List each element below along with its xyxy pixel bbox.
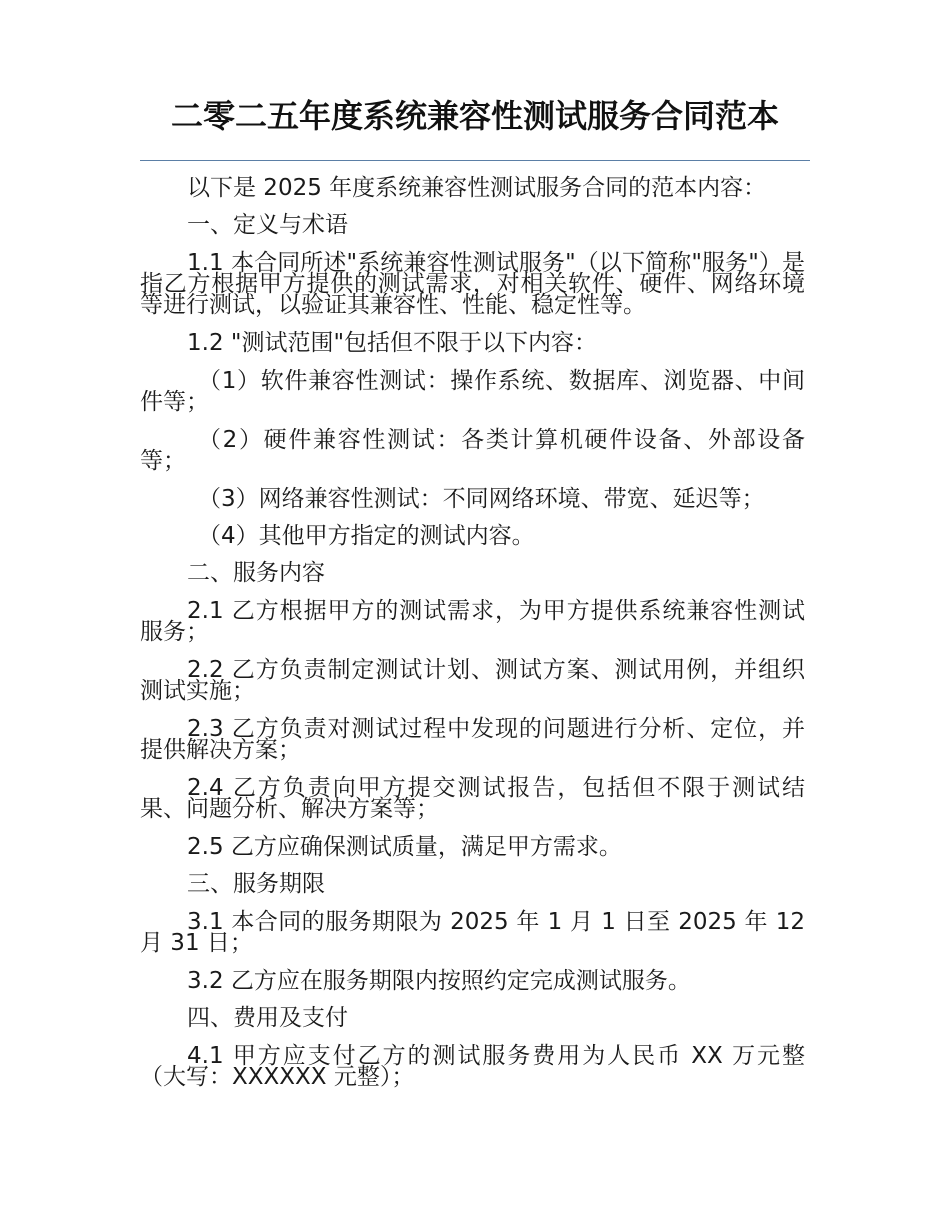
clause-3-1: 3.1 本合同的服务期限为 2025 年 1 月 1 日至 2025 年 12 月 31 日；: [140, 909, 805, 956]
document-title: 二零二五年度系统兼容性测试服务合同范本: [170, 97, 779, 135]
section-heading-fees-payment: 四、费用及支付: [187, 1005, 348, 1031]
clause-1-2: 1.2 "测试范围"包括但不限于以下内容：: [187, 330, 598, 356]
intro-paragraph: 以下是 2025 年度系统兼容性测试服务合同的范本内容：: [187, 175, 767, 201]
clause-3-2: 3.2 乙方应在服务期限内按照约定完成测试服务。: [187, 968, 691, 994]
clause-2-5: 2.5 乙方应确保测试质量，满足甲方需求。: [187, 834, 622, 860]
test-scope-item-2: （2）硬件兼容性测试：各类计算机硬件设备、外部设备等；: [140, 427, 805, 474]
title-underline: [140, 160, 810, 161]
document-body: [140, 175, 805, 1090]
test-scope-item-1: （1）软件兼容性测试：操作系统、数据库、浏览器、中间件等；: [140, 368, 805, 415]
section-heading-service-content: 二、服务内容: [187, 560, 325, 586]
clause-2-2: 2.2 乙方负责制定测试计划、测试方案、测试用例，并组织测试实施；: [140, 657, 805, 704]
section-heading-service-term: 三、服务期限: [187, 871, 325, 897]
test-scope-item-4: （4）其他甲方指定的测试内容。: [198, 523, 535, 549]
section-heading-definitions: 一、定义与术语: [187, 212, 348, 238]
clause-2-1: 2.1 乙方根据甲方的测试需求，为甲方提供系统兼容性测试服务；: [140, 598, 805, 645]
clause-2-3: 2.3 乙方负责对测试过程中发现的问题进行分析、定位，并提供解决方案；: [140, 716, 805, 763]
test-scope-item-3: （3）网络兼容性测试：不同网络环境、带宽、延迟等；: [198, 486, 765, 512]
clause-4-1: 4.1 甲方应支付乙方的测试服务费用为人民币 XX 万元整（大写：XXXXXX 元整）；: [140, 1043, 805, 1090]
clause-1-1: 1.1 本合同所述"系统兼容性测试服务"（以下简称"服务"）是指乙方根据甲方提供的测试需求，对相关软件、硬件、网络环境等进行测试，以验证其兼容性、性能、稳定性等。: [140, 250, 805, 318]
clause-2-4: 2.4 乙方负责向甲方提交测试报告，包括但不限于测试结果、问题分析、解决方案等；: [140, 775, 805, 822]
